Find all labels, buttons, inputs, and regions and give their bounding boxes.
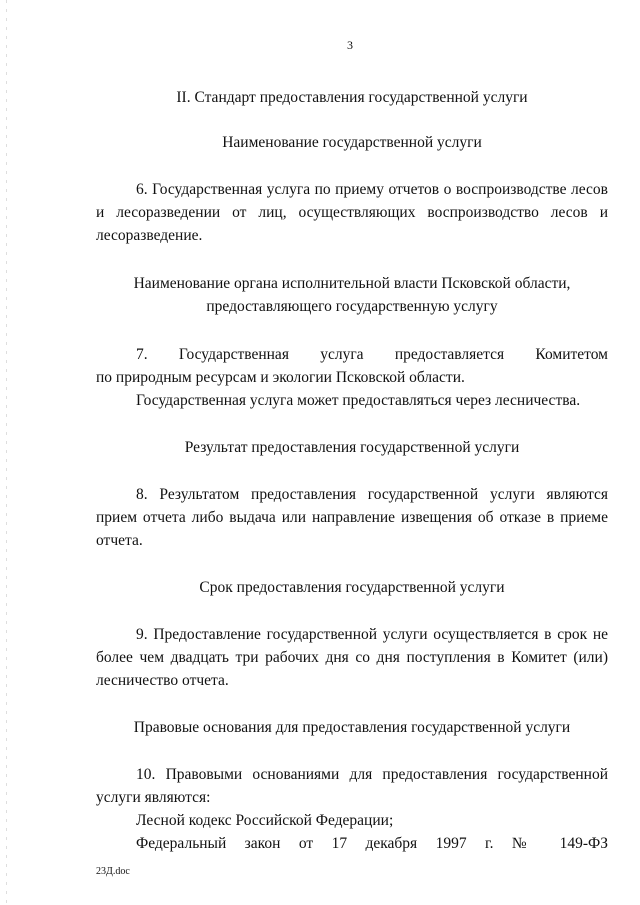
paragraph-7-line3: Государственная услуга может предоставляться через лесничества. [136,392,581,409]
paragraph-8: 8. Результатом предоставления государственной услуги являются прием отчета либо выдача или направление извещения об отказе в приеме отчета. [96,486,608,549]
heading-organ-line1: Наименование органа исполнительной власти Псковской области, [133,275,571,292]
paragraph-10-item-forest-code: Лесной кодекс Российской Федерации; [136,812,394,829]
heading-term: Срок предоставления государственной услуги [199,579,505,596]
section-title: II. Стандарт предоставления государственной услуги [176,89,528,106]
paragraph-10 [96,763,608,855]
page-number: 3 [347,38,353,52]
paragraph-6: 6. Государственная услуга по приему отчетов о воспроизводстве лесов и лесоразведении от лиц, осуществляющих воспроизводство лесов и лесоразведение. [96,181,608,244]
footer-filename: 23Д.doc [96,866,130,877]
paragraph-7-line1: 7. Государственная услуга предоставляется Комитетом [136,346,608,363]
heading-organ-line2: предоставляющего государственную услугу [206,298,498,315]
heading-legal: Правовые основания для предоставления государственной услуги [133,719,571,736]
paragraph-9: 9. Предоставление государственной услуги осуществляется в срок не более чем двадцать три рабочих дня со дня поступления в Комитет (или) лесничество отчета. [96,626,608,689]
paragraph-7-line2: по природным ресурсам и экологии Псковской области. [96,369,465,386]
paragraph-10-item-federal-law: Федеральный закон от 17 декабря 1997 г. № 149-ФЗ [136,835,608,852]
heading-service-name: Наименование государственной услуги [222,134,482,151]
heading-result: Результат предоставления государственной услуги [184,439,520,456]
scan-edge [6,0,7,905]
paragraph-7 [96,343,608,412]
paragraph-10-intro: 10. Правовыми основаниями для предоставления государственной услуги являются: [96,766,608,806]
